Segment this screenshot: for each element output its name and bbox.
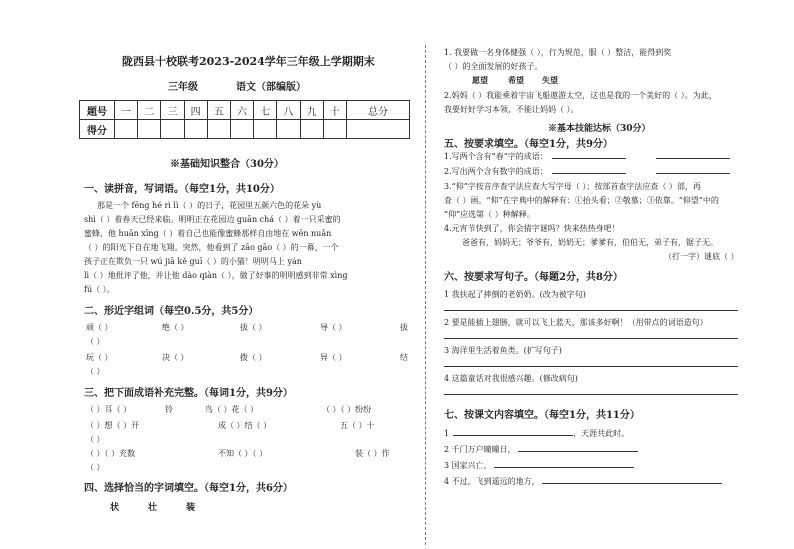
table-cell: 总分 xyxy=(347,101,410,120)
answer-blank[interactable] xyxy=(494,467,634,468)
q7-item-number: 1 xyxy=(444,429,450,438)
q5-line-text: 2.写出两个含有数字的成语： xyxy=(444,167,548,176)
q4-option: 状 xyxy=(110,503,120,513)
score-table xyxy=(79,100,410,139)
score-cell[interactable] xyxy=(277,120,300,139)
q1-line: 孩子正在欺负一只 wú jiā kě guī（ ）的小猫！明明马上 yán xyxy=(84,257,302,266)
q4-word-option: 希望 xyxy=(508,75,524,85)
q5-line: （打一字）谜底（ ） xyxy=(664,252,739,261)
q3-item: （ ）（ ）充数 xyxy=(86,449,136,458)
table-cell: 三 xyxy=(161,101,184,120)
q2-item: （ ） xyxy=(86,367,105,376)
q7-item xyxy=(444,460,634,471)
q2-item: 拔 xyxy=(400,323,408,332)
q3-title: 三、把下面成语补充完整。（每词1分，共9分） xyxy=(84,388,293,399)
answer-blank[interactable] xyxy=(552,158,626,159)
score-cell[interactable] xyxy=(161,120,184,139)
q6-item: 1 我扶起了摔倒的老奶奶。(改为被字句) xyxy=(444,290,586,299)
score-cell[interactable] xyxy=(184,120,207,139)
subject-label: 语文（部编版） xyxy=(236,82,306,93)
table-cell: 五 xyxy=(207,101,230,120)
q7-item-text: 3 国家兴亡， xyxy=(444,461,492,470)
table-cell: 九 xyxy=(300,101,323,120)
q5-line xyxy=(444,151,730,162)
q5-line xyxy=(444,166,730,177)
q1-line: shì（ ）着春天已经来临。明明正在花园边 guān chá（ ）着一只采蜜的 xyxy=(84,215,341,224)
q3-item: （ ）想（ ）开 xyxy=(86,421,140,430)
q7-item-text: 4 不过，飞到遥远的地方， xyxy=(444,477,540,486)
q2-title: 二、形近字组词（每空0.5分，共5分） xyxy=(84,306,259,317)
q5-line: 4.元宵节快到了，你会猜字谜吗？快来热热身吧！ xyxy=(444,224,620,233)
table-cell: 二 xyxy=(138,101,161,120)
q3-item: 鸟（ ）花（ ） xyxy=(205,405,259,414)
q3-item: （ ） xyxy=(86,435,105,444)
table-cell: 八 xyxy=(277,101,300,120)
q3-item: 不知（ ）（ ） xyxy=(218,449,268,458)
q4-word-option: 失望 xyxy=(542,75,558,85)
q5-line: 查（ ）画。“仰”在字典中的解释有：①抬头看；②敬慕；③依靠。“仰望”中的 xyxy=(444,196,719,205)
score-cell[interactable] xyxy=(207,120,230,139)
q5-line: 3.“仰”字按音序查字法应查大写字母（ ）；按部首查字法应查（ ）部，再 xyxy=(444,182,701,191)
q4-title: 四、选择恰当的字词填空。（每空1分，共6分） xyxy=(84,483,293,494)
q7-title: 七、按课文内容填空。（每空1分，共11分） xyxy=(444,410,640,421)
q2-item: 顽（ ） xyxy=(86,323,113,332)
answer-line[interactable] xyxy=(444,310,738,311)
q3-item: （ ）耳（ ） xyxy=(86,405,132,414)
q3-item: 铃 xyxy=(165,405,173,414)
q4-option: 壮 xyxy=(148,503,158,513)
q1-title: 一、读拼音，写词语。（每空1分，共10分） xyxy=(84,184,280,195)
q1-line: （ ）的阳光下自在地飞翔。突然，他看到了 zāo gāo（ ）的一幕，一个 xyxy=(84,243,339,252)
q5-title: 五、按要求填空。（每空1分，共9分） xyxy=(444,139,613,150)
answer-blank[interactable] xyxy=(453,435,573,436)
q3-item: 成（ ）结（ ） xyxy=(218,421,272,430)
q2-item: 异（ ） xyxy=(320,353,347,362)
q7-item xyxy=(444,476,722,487)
q4-sentence-2: 2.妈妈（ ）我能乘着宇宙飞船遨游太空，这也是我的一个美好的（ ）。为此， xyxy=(444,91,717,100)
table-cell: 四 xyxy=(184,101,207,120)
q4-option: 装 xyxy=(186,503,196,513)
table-cell: 题号 xyxy=(80,101,115,120)
score-cell[interactable] xyxy=(230,120,253,139)
score-cell[interactable] xyxy=(300,120,323,139)
table-cell: 七 xyxy=(254,101,277,120)
table-cell: 十 xyxy=(323,101,346,120)
q3-item: （ ） xyxy=(86,463,105,472)
q2-item: 拔（ ） xyxy=(240,323,267,332)
q7-item xyxy=(444,428,629,439)
q5-line-text: 1.写两个含有“春”字的成语： xyxy=(444,152,548,161)
q4-sentence-1b: （ ）的全面发展的好孩子。 xyxy=(444,62,543,71)
answer-blank[interactable] xyxy=(656,173,730,174)
q6-item: 2 要是能插上翅膀，就可以飞上蓝天，那该多好啊！（用带点的词语造句） xyxy=(444,318,708,327)
q4-sentence-1: 1. 我要做一名身体健强（ ），行为规范，服（ ）整洁，能得到奖 xyxy=(444,48,672,57)
answer-blank[interactable] xyxy=(656,158,730,159)
q2-item: （ ） xyxy=(86,337,105,346)
score-table-header-row xyxy=(80,101,410,120)
q2-item: 玩（ ） xyxy=(86,353,113,362)
q4-sentence-2b: 我要好好学习本领，不能让妈妈（ ）。 xyxy=(444,105,579,114)
section-basic-heading: ※基础知识整合（30分） xyxy=(170,159,284,170)
answer-line[interactable] xyxy=(444,394,738,395)
answer-blank[interactable] xyxy=(552,173,626,174)
q6-item: 3 海洋里生活着鱼类。(扩写句子) xyxy=(444,346,562,355)
answer-line[interactable] xyxy=(444,366,738,367)
table-cell: 得分 xyxy=(80,120,115,139)
q7-item-text: ，天涯共此时。 xyxy=(573,429,630,438)
grade-label: 三年级 xyxy=(168,82,198,93)
q3-item: 装（ ）作 xyxy=(355,449,390,458)
section-skill-heading: ※基本技能达标（30分） xyxy=(548,124,651,134)
score-cell[interactable] xyxy=(115,120,138,139)
q5-line: “仰”应选第（ ）种解释。 xyxy=(444,210,535,219)
score-cell[interactable] xyxy=(347,120,410,139)
answer-blank[interactable] xyxy=(518,451,638,452)
score-cell[interactable] xyxy=(254,120,277,139)
q1-line: lì（ ）地批评了他，并让他 dào qiàn（ ），做了好事的明明感到非常 xìng xyxy=(84,271,348,280)
exam-title: 陇西县十校联考2023-2024学年三年级上学期期末 xyxy=(122,55,375,68)
q2-item: 结 xyxy=(400,353,408,362)
score-table-score-row xyxy=(80,120,410,139)
answer-blank[interactable] xyxy=(542,483,722,484)
q1-line: 那是一个 fēng hé rì lì（ ）的日子，花园里五颜六色的花朵 yù xyxy=(97,201,322,210)
score-cell[interactable] xyxy=(138,120,161,139)
answer-line[interactable] xyxy=(444,338,738,339)
q1-line: fú（ ）。 xyxy=(84,285,115,294)
score-cell[interactable] xyxy=(323,120,346,139)
q2-item: 导（ ） xyxy=(320,323,347,332)
q7-item-text: 2 千门万户曈曈日， xyxy=(444,445,516,454)
table-cell: 一 xyxy=(115,101,138,120)
q7-item xyxy=(444,444,638,455)
column-divider xyxy=(425,45,426,545)
q3-item: （ ）（ ）纷纷 xyxy=(322,405,372,414)
q2-item: 拨（ ） xyxy=(240,353,267,362)
table-cell: 六 xyxy=(230,101,253,120)
q2-item: 绝（ ） xyxy=(162,323,189,332)
q3-item: 五（ ）十 xyxy=(340,421,375,430)
q4-word-option: 愿望 xyxy=(472,75,488,85)
q5-line: 爸爸有，妈妈无；爷爷有，奶奶无；爹爹有，伯伯无，弟子有，锯子无。 xyxy=(462,238,718,247)
q1-line: 蜜蜂，他 huān xīng（ ）着自己也能像蜜蜂那样自由地在 wēn nuǎn xyxy=(84,229,332,238)
q6-item: 4 这篇童话对我很感兴趣。(修改病句) xyxy=(444,374,578,383)
q6-title: 六、按要求写句子。（每题2分，共8分） xyxy=(444,272,623,283)
q2-item: 决（ ） xyxy=(162,353,189,362)
